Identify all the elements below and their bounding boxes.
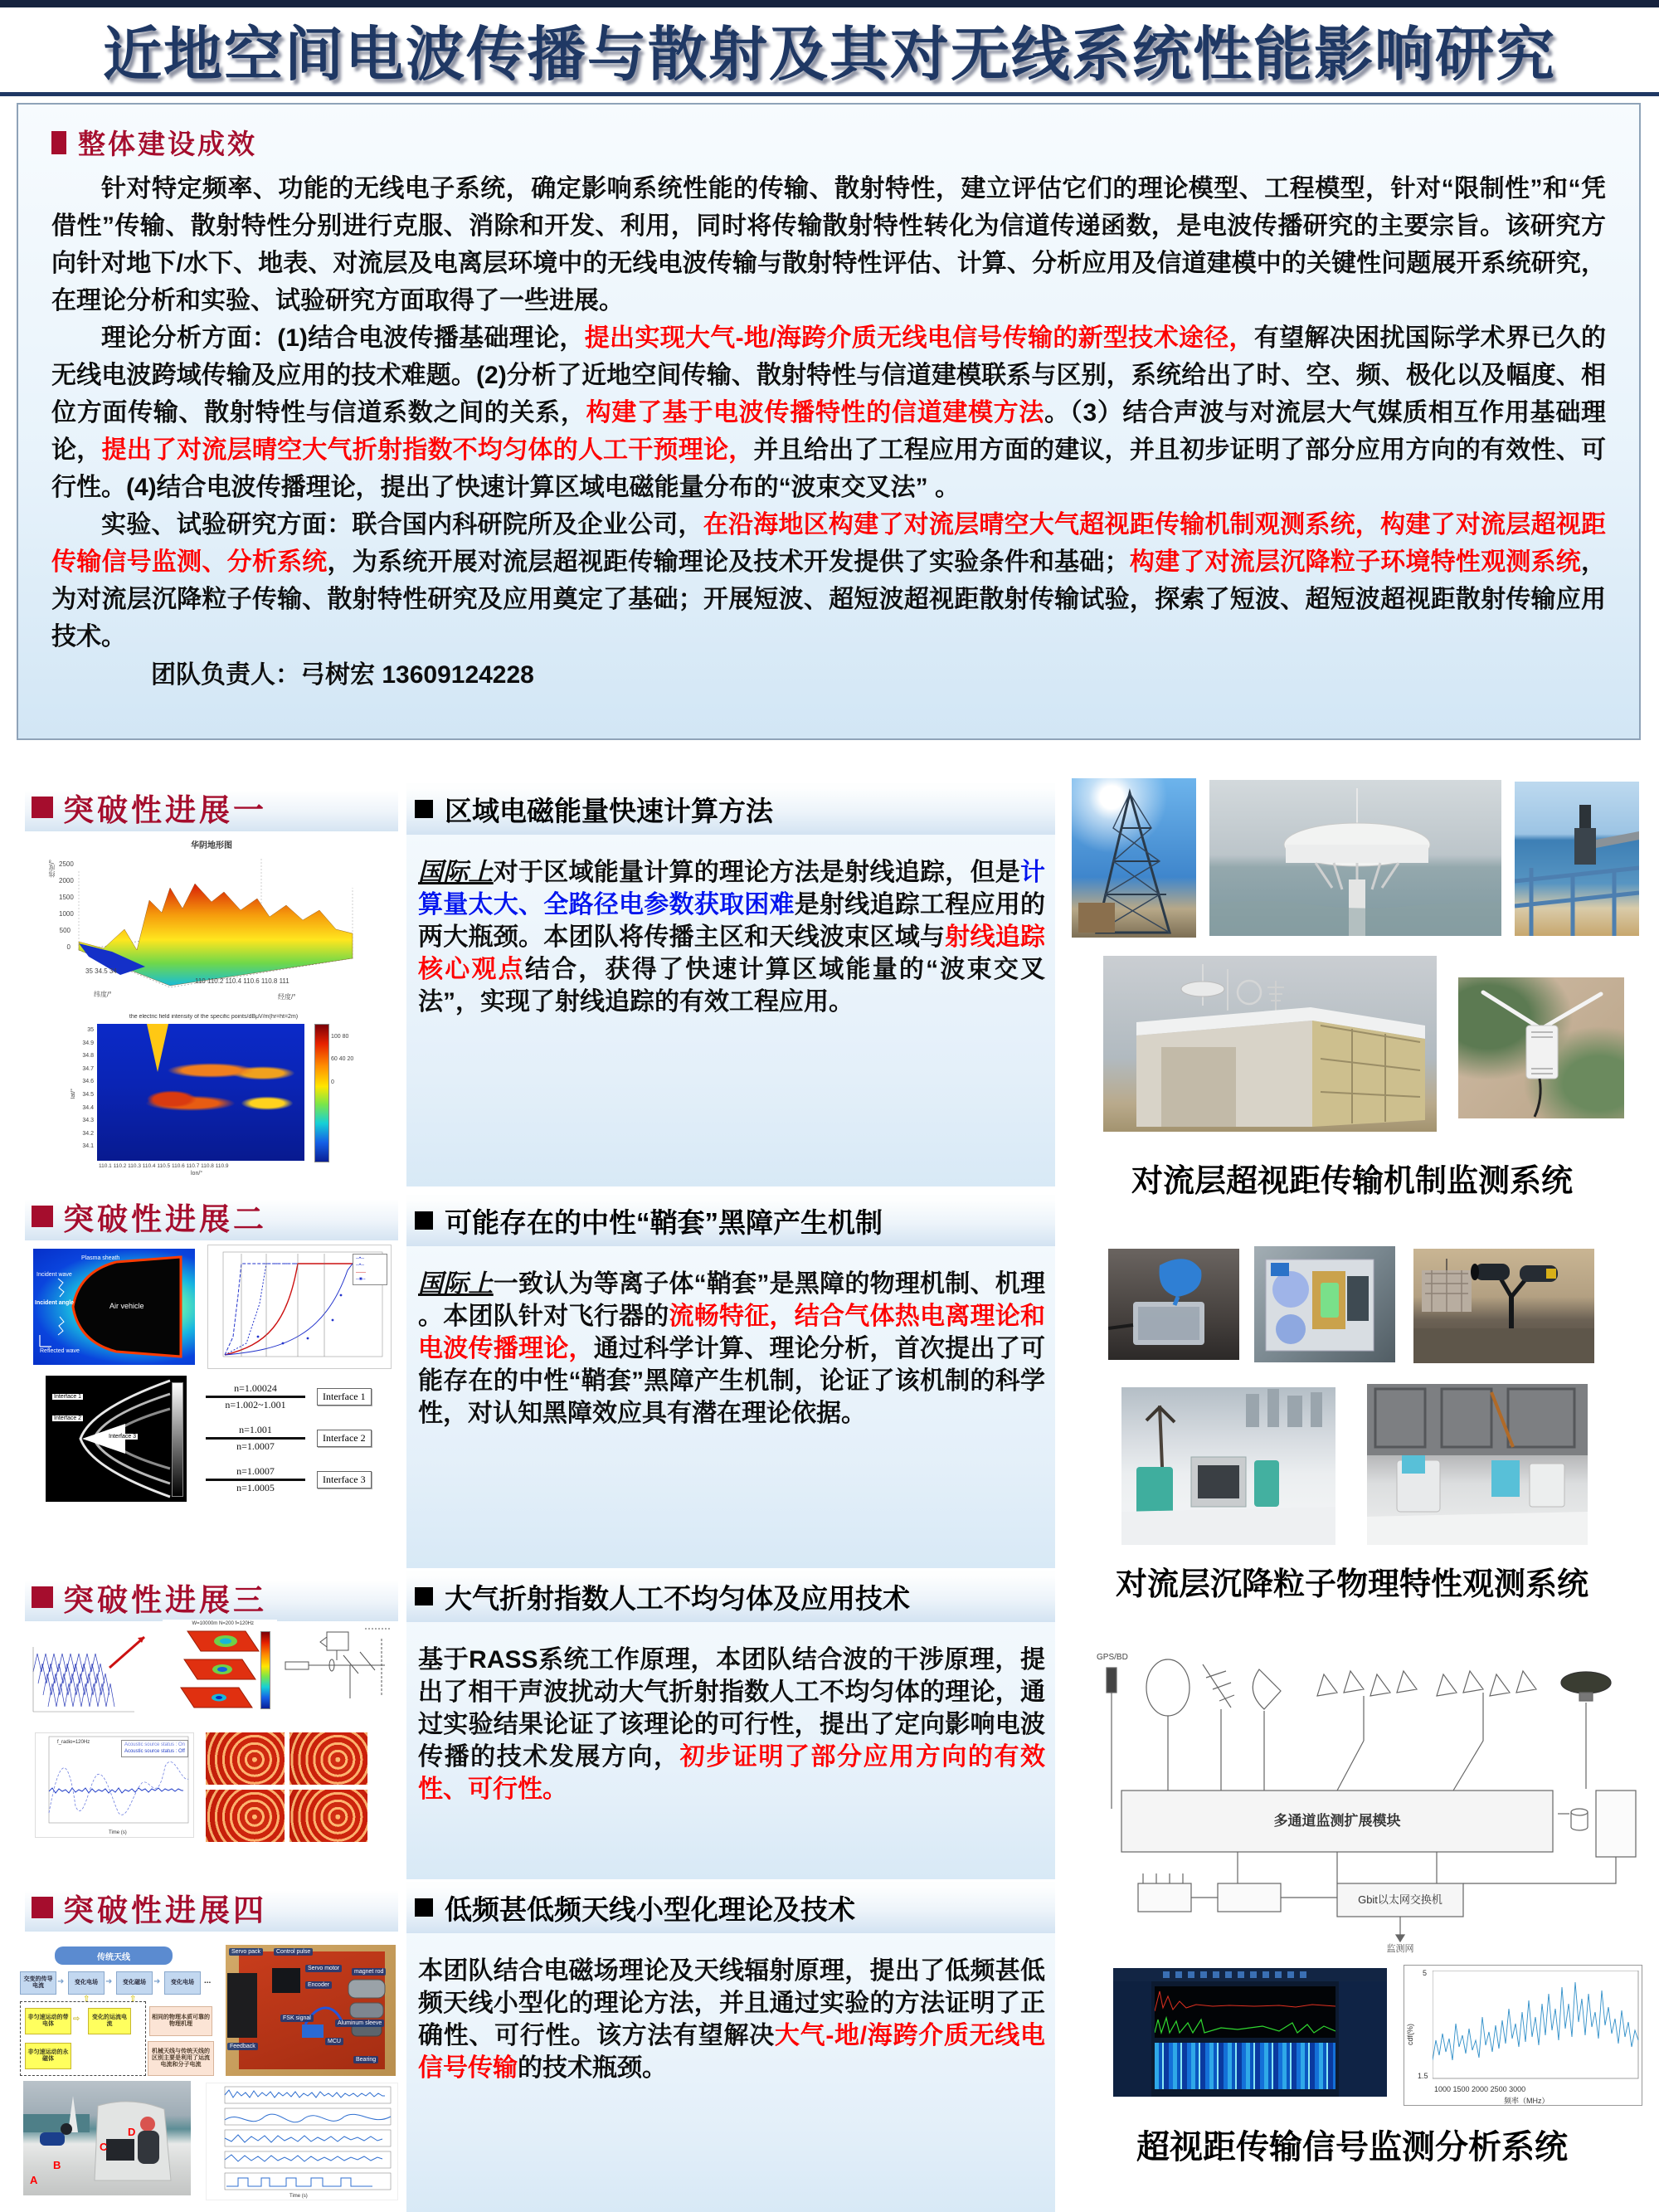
caption-troposphere-monitoring: 对流层超视距传输机制监测系统 <box>1131 1164 1573 1199</box>
software-toolbar <box>1113 1968 1387 1981</box>
terrain-xlabel: 经度/° <box>278 993 296 1001</box>
chip-fsk-signal: FSK signal <box>280 2015 314 2022</box>
section1-mid-title: 区域电磁能量快速计算方法 <box>445 795 773 826</box>
top-strip <box>0 0 1659 7</box>
field-xlabel: lon/° <box>191 1171 203 1177</box>
roof-sensors-shape <box>1413 1249 1594 1363</box>
terrain-lat-ticks: 35 34.5 34 <box>85 967 117 975</box>
section4-mid-title: 低频甚低频天线小型化理论及技术 <box>445 1893 855 1925</box>
section1-body-panel <box>406 835 1055 1186</box>
n-top: n=1.0007 <box>236 1464 275 1477</box>
interface-tag: Interface 1 <box>317 1388 372 1406</box>
funnel-shape <box>1108 1249 1239 1360</box>
chip-bearing: Bearing <box>353 2056 378 2063</box>
mesh-3d-figure <box>27 1622 155 1720</box>
section1-left-title: 突破性进展一 <box>63 793 267 827</box>
n-top: n=1.001 <box>239 1423 272 1435</box>
interference-pattern <box>289 1732 368 1785</box>
interference-pattern <box>206 1732 285 1785</box>
arrow-right-icon: ➜ <box>57 1977 65 1986</box>
overview-heading-row <box>51 123 1606 162</box>
interference-pattern <box>289 1790 368 1842</box>
waterfall-panel <box>1155 2043 1335 2089</box>
flow-box-convection-current: 变化的运流电流 <box>88 2008 131 2034</box>
mark-d: D <box>128 2126 136 2138</box>
overview-paragraph-2: 理论分析方面：(1)结合电波传播基础理论，提出实现大气-地/海跨介质无线电信号传输的新型技术途径，有望解决困扰国际学术界已久的无线电波跨域传输及应用的技术难题。(2)分析了近地空间传输、散射特性与信道建模联系与区别，系统给出了时、空、频、极化以及幅度、相位方面传输、散射特性与信道系数之间的关系，构建了基于电波传播特性的信道建模方法。（3）结合声波与对流层大气媒质相互作用基础理论，提出了对流层晴空大气折射指数不均匀体的人工干预理论，并且给出了工程应用方面的建议，并且初步证明了部分应用方向的有效性、可行性。(4)结合电波传播理论，提出了快速计算区域电磁能量分布的“波束交叉法” 。 <box>51 324 1607 501</box>
cdf-ylabel: cdf(%) <box>1406 2024 1414 2046</box>
sheath-curves-chart <box>207 1245 392 1369</box>
arrow-right-icon: ➜ <box>153 1977 161 1986</box>
radome-shape <box>1209 780 1501 936</box>
interface-line <box>206 1396 305 1398</box>
flow-box-difference-note: 机械天线与传统天线的区别主要是利用了运流电流和分子电流 <box>148 2041 214 2076</box>
photo-seaside-instrument <box>1515 782 1639 936</box>
mechanical-antenna-photo <box>226 1945 396 2076</box>
interference-pattern <box>206 1790 285 1842</box>
flow-box-bfield: 变化磁场 <box>116 1971 153 1995</box>
cdf-plot <box>1433 1971 1640 2083</box>
arrow-up-icon: ⇧ <box>83 1995 90 2004</box>
software-sidebar <box>1113 1981 1151 2097</box>
field-yticks: 35 34.9 34.8 34.7 34.6 34.5 34.4 34.3 34.2 34.1 <box>82 1027 94 1150</box>
overview-paragraph-1: 针对特定频率、功能的无线电子系统，确定影响系统性能的传输、散射特性，建立评估它们的理论模型、工程模型，针对“限制性”和“凭借性”传输、散射特性分别进行克服、消除和开发、利用，同时将传输散射特性转化为信道传递函数，是电波传播研究的主要宗旨。该研究方向针对地下/水下、地表、对流层及电离层环境中的无线电波传输与散射特性评估、计算、分析应用及信道建模中的关键性问题展开系统研究，在理论分析和实验、试验研究方面取得了一些进展。 <box>51 175 1606 314</box>
plasma-sheath-label: Plasma sheath <box>81 1255 120 1261</box>
n-bottom: n=1.0007 <box>236 1440 275 1452</box>
section4-body-panel <box>406 1933 1055 2212</box>
overview-heading: 整体建设成效 <box>78 129 257 159</box>
timeseries-legend <box>121 1740 188 1757</box>
gray-interface3-label: Interface 3 <box>109 1434 137 1440</box>
mark-b: B <box>53 2159 61 2171</box>
diagram-net-label: 监测网 <box>1386 1944 1414 1954</box>
interference-patterns-grid <box>206 1732 367 1842</box>
acoustic-timeseries-chart <box>35 1732 194 1838</box>
spectrum-traces <box>1155 1986 1335 2038</box>
layers-colorbar <box>260 1631 270 1709</box>
red-square-icon <box>32 1897 53 1918</box>
snow-roof-shape <box>1121 1387 1335 1545</box>
chip-aluminum-sleeve: Aluminum sleeve <box>335 2020 384 2027</box>
flow-box-efield2: 变化电场 <box>164 1971 201 1995</box>
terrain-lon-ticks: 110 110.2 110.4 110.6 110.8 111 <box>195 977 289 985</box>
section1-body-text: 国际上对于区域能量计算的理论方法是射线追踪，但是计算量太大、全路径电参数获取困难是射线追踪工程应用的两大瓶颈。本团队将传播主区和天线波束区域与射线追踪核心观点结合，获得了快速计算区域能量的“波束交叉法”，实现了射线追踪的有效工程应用。 <box>418 859 1046 1016</box>
signals-xlabel: Time (s) <box>289 2194 308 2199</box>
beam-wedge <box>147 1024 168 1072</box>
caption-signal-analysis: 超视距传输信号监测分析系统 <box>1136 2129 1568 2166</box>
lab-shape <box>1254 1246 1395 1362</box>
shack-shape <box>1103 956 1437 1132</box>
team-leader-line: 团队负责人：弓树宏 13609124228 <box>151 661 534 689</box>
legend-off: Acoustic source status : Off <box>124 1749 185 1755</box>
mesh-plot <box>27 1622 155 1720</box>
interface-row <box>197 1417 390 1459</box>
plasma-sheath-figure <box>33 1249 195 1365</box>
section1-mid-header <box>406 783 1055 835</box>
chip-control-pulse: Control pulse <box>274 1948 313 1956</box>
overview-paragraph-3: 实验、试验研究方面：联合国内科研院所及企业公司，在沿海地区构建了对流层晴空大气超视距传输机制观测系统，构建了对流层超视距传输信号监测、分析系统，为系统开展对流层超视距传输理论及技术开发提供了实验条件和基础；构建了对流层沉降粒子环境特性观测系统，为对流层沉降粒子传输、散射特性研究及应用奠定了基础；开展短波、超短波超视距散射传输试验，探索了短波、超短波超视距散射传输应用技术。 <box>51 511 1607 650</box>
refractive-index-figure <box>46 1376 187 1502</box>
section2-mid-title: 可能存在的中性“鞘套”黑障产生机制 <box>445 1206 883 1238</box>
section2-left-header <box>25 1192 398 1240</box>
flow-box-efield: 变化电场 <box>68 1971 105 1995</box>
red-square-icon <box>32 1206 53 1227</box>
arrow-right-icon: ➜ <box>105 1977 113 1986</box>
photo-funnel-device <box>1108 1249 1239 1360</box>
field-ylabel: lat/° <box>71 1089 76 1099</box>
section2-body-text: 国际上一致认为等离子体“鞘套”是黑障的物理机制、机理 。本团队针对飞行器的流畅特征，结合气体热电离理论和电波传播理论，通过科学计算、理论分析，首次提出了可能存在的中性“鞘套”黑障产生机制，论证了该机制的科学性，对认知黑障效应具有潜在理论依据。 <box>418 1270 1046 1427</box>
cdf-xlabel: 频率（MHz） <box>1504 2097 1550 2105</box>
incident-angle-label: Incident angle <box>35 1300 75 1306</box>
photo-observation-shack <box>1103 956 1437 1132</box>
section4-left-title: 突破性进展四 <box>63 1893 267 1927</box>
page-title: 近地空间电波传播与散射及其对无线系统性能影响研究 <box>102 22 1556 88</box>
n-bottom: n=1.0005 <box>236 1481 275 1493</box>
arrow-up-icon: ⇧ <box>129 1995 137 2004</box>
interface-n-values-diagram <box>197 1376 390 1502</box>
flow-box-charged-body: 非匀速运动的带电体 <box>25 2008 71 2034</box>
tower-shape <box>1072 778 1196 938</box>
section2-mid-header <box>406 1195 1055 1246</box>
section3-body-panel <box>406 1622 1055 1879</box>
flow-box-magnet: 非匀速运动的永磁体 <box>25 2043 71 2069</box>
flow-box-physics-note: 相同的物理本质可靠的物理机理 <box>149 2006 212 2036</box>
banner <box>0 7 1659 96</box>
field-colorbar <box>314 1024 329 1162</box>
black-square-icon <box>415 1898 433 1917</box>
section4-left-header <box>25 1883 398 1932</box>
photo-snow-yard <box>1367 1384 1588 1545</box>
terrain-zticks: 2500 2000 1500 1000 500 0 <box>59 860 74 951</box>
interface-tag: Interface 3 <box>317 1471 372 1488</box>
chip-magnet-rod: magnet rod <box>352 1968 386 1976</box>
cdf-ymin: 1.5 <box>1418 2072 1428 2080</box>
diagram-main-box-label: 多通道监测扩展模块 <box>1273 1813 1401 1829</box>
diagram-svg <box>1088 1616 1641 1955</box>
photo-roof-sensors <box>1413 1249 1594 1363</box>
chip-encoder: Encoder <box>305 1981 332 1989</box>
reflected-wave-label: Reflected wave <box>40 1348 80 1354</box>
flowchart-title: 传统天线 <box>55 1946 173 1965</box>
chip-mcu: MCU <box>325 2038 343 2045</box>
stacked-layers-figure <box>163 1620 277 1721</box>
cdf-frequency-chart <box>1404 1965 1642 2106</box>
terrain-title: 华阴地形图 <box>191 841 232 850</box>
wall-antenna-shape <box>1458 977 1624 1118</box>
photo-lab-equipment <box>1254 1246 1395 1362</box>
field-plot-area <box>97 1024 304 1161</box>
signal-stack-chart <box>206 2083 398 2200</box>
mark-a: A <box>30 2174 38 2186</box>
boat-experiment-photo <box>23 2081 191 2195</box>
signal-rows <box>207 2083 397 2200</box>
mark-c: C <box>100 2141 108 2153</box>
monitoring-software-screenshot <box>1113 1968 1387 2097</box>
chip-servo-motor: Servo motor <box>305 1965 342 1972</box>
overview-box <box>17 103 1641 740</box>
section3-mid-title: 大气折射指数人工不均匀体及应用技术 <box>445 1582 910 1614</box>
section3-left-header <box>25 1573 398 1621</box>
gray-interface1-label: Interface 1 <box>54 1394 82 1400</box>
field-colorbar-ticks: 100 80 60 40 20 0 <box>331 1034 354 1085</box>
black-square-icon <box>415 1587 433 1605</box>
interface-line <box>206 1437 305 1440</box>
interface-line <box>206 1479 305 1481</box>
field-title: the electric field intensity of the specific points/dBμV/m(hr=ht=2m) <box>129 1014 299 1020</box>
black-square-icon <box>415 800 433 818</box>
chip-servo-pack: Servo pack <box>229 1948 263 1956</box>
section3-mid-header <box>406 1571 1055 1622</box>
section4-body-text: 本团队结合电磁场理论及天线辐射原理，提出了低频甚低频天线小型化的理论方法，并且通过实验的方法证明了正确性、可行性。该方法有望解决大气-地/海跨介质无线电信号传输的技术瓶颈。 <box>418 1957 1046 2082</box>
seaside-shape <box>1515 782 1639 936</box>
section2-body-panel <box>406 1246 1055 1568</box>
air-vehicle-label: Air vehicle <box>109 1302 144 1310</box>
black-square-icon <box>415 1211 433 1230</box>
field-intensity-heatmap <box>71 1014 357 1178</box>
photo-snow-rooftop <box>1121 1387 1335 1545</box>
diagram-gps-label: GPS/BD <box>1097 1653 1128 1662</box>
arrow-right-icon: ⇨ <box>73 2015 80 2024</box>
section4-mid-header <box>406 1882 1055 1933</box>
terrain-zlabel: 纬度/° <box>48 860 56 878</box>
boat-shapes <box>23 2081 191 2195</box>
incident-wave-label: Incident wave <box>36 1272 72 1278</box>
cdf-xticks: 1000 1500 2000 2500 3000 <box>1434 2085 1526 2093</box>
interface-row <box>197 1376 390 1417</box>
terrain-3d-chart <box>46 836 377 1007</box>
section3-body-text: 基于RASS系统工作原理，本团队结合波的干涉原理，提出了相干声波扰动大气折射指数人工不均匀体的理论，通过实验结果论证了该理论的可行性，提出了定向影响电波传播的技术发展方向，初步证明了部分应用方向的有效性、可行性。 <box>418 1646 1046 1803</box>
optics-schematic <box>284 1622 393 1712</box>
antenna-flowchart <box>18 1943 216 2078</box>
gray-colorbar <box>172 1382 183 1497</box>
field-xticks: 110.1 110.2 110.3 110.4 110.5 110.6 110.7 110.8 110.9 <box>99 1163 229 1169</box>
software-right-panel <box>1339 1981 1387 2097</box>
section1-left-header <box>25 783 398 831</box>
flow-ellipsis: ... <box>204 1976 212 1985</box>
photo-sea-radome <box>1209 780 1501 936</box>
optics-schematic-figure <box>284 1622 393 1712</box>
red-square-icon <box>32 1586 53 1608</box>
n-top: n=1.00024 <box>234 1381 277 1394</box>
timeseries-xlabel: Time (s) <box>109 1830 127 1835</box>
section2-left-title: 突破性进展二 <box>63 1202 267 1236</box>
snow-yard-shape <box>1367 1384 1588 1545</box>
terrain-ylabel: 纬度/° <box>94 991 112 998</box>
legend-on: Acoustic source status : On <box>124 1742 185 1747</box>
diagram-switch-label: Gbit以太网交换机 <box>1358 1893 1443 1906</box>
layers-annotation: W=10000m N=200 f=120Hz <box>192 1621 254 1626</box>
section3-left-title: 突破性进展三 <box>63 1583 267 1617</box>
timeseries-annotation: f_radio=120Hz <box>57 1740 90 1745</box>
curves-legend: --•-- --•-- —— --■-- <box>353 1254 387 1285</box>
monitoring-system-diagram <box>1088 1616 1641 1955</box>
spectrum-panel <box>1155 1986 1335 2038</box>
photo-lattice-tower <box>1072 778 1196 938</box>
cdf-ymax: 5 <box>1423 1969 1428 1977</box>
n-bottom: n=1.002~1.001 <box>225 1398 286 1411</box>
red-bullet-icon <box>51 131 66 154</box>
chip-feedback: Feedback <box>227 2043 258 2050</box>
interface-tag: Interface 2 <box>317 1430 372 1447</box>
caption-particle-observation: 对流层沉降粒子物理特性观测系统 <box>1115 1567 1588 1602</box>
gray-interface2-label: Interface 2 <box>54 1415 82 1421</box>
photo-wall-antenna <box>1458 977 1624 1118</box>
flow-box-current: 交变的传导电流 <box>20 1971 56 1995</box>
red-square-icon <box>32 797 53 818</box>
interface-row <box>197 1459 390 1500</box>
